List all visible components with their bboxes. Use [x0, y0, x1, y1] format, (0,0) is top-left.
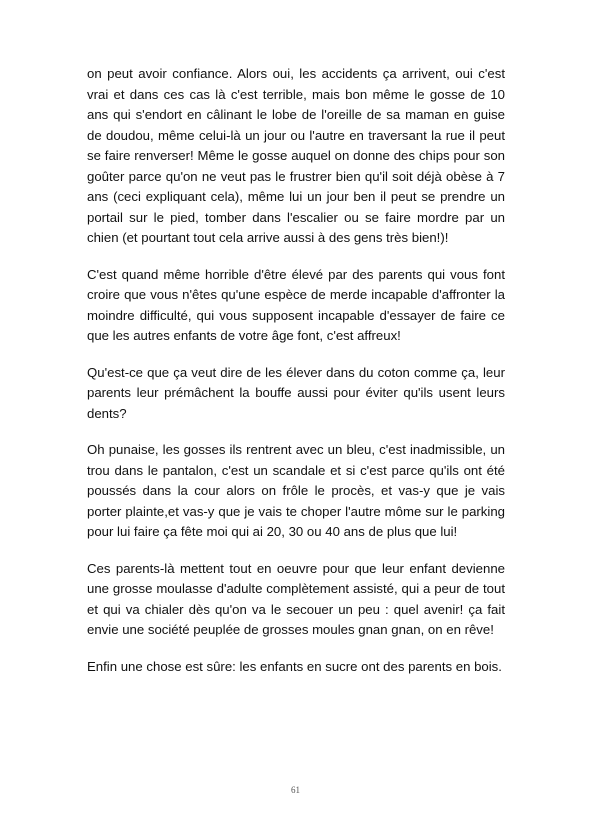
paragraph-1: on peut avoir confiance. Alors oui, les accidents ça arrivent, oui c'est vrai et dans ces cas là c'est terrible, mais bon même le gosse de 10 ans qui s'endort en câlinant le lobe de l'oreille de sa maman en guise de doudou, même celui-là un jour ou l'autre en traversant la rue il peut se faire renverser! Même le gosse auquel on donne des chips pour son goûter parce qu'on ne veut pas le frustrer bien qu'il soit déjà obèse à 7 ans (ceci expliquant cela), même lui un jour ben il peut se prendre un portail sur le pied, tomber dans l'escalier ou se faire mordre par un chien (et pourtant tout cela arrive aussi à des gens très bien!)!: [87, 66, 505, 245]
page-number: 61: [291, 785, 300, 795]
paragraph-2: C'est quand même horrible d'être élevé par des parents qui vous font croire que vous n'êtes qu'une espèce de merde incapable d'affronter la moindre difficulté, qui vous supposent incapable d'essayer de faire ce que les autres enfants de votre âge font, c'est affreux!: [87, 266, 505, 343]
paragraph-6: Enfin une chose est sûre: les enfants en sucre ont des parents en bois.: [87, 658, 502, 674]
paragraph-5: Ces parents-là mettent tout en oeuvre pour que leur enfant devienne une grosse moulasse d'adulte complètement assisté, qui a peur de tout et qui va chialer dès qu'on va le secouer un peu : quel avenir! ça fait envie une société peuplée de grosses moules gnan gnan, on en rêve!: [87, 560, 505, 637]
paragraph-4: Oh punaise, les gosses ils rentrent avec un bleu, c'est inadmissible, un trou dans le pantalon, c'est un scandale et si c'est parce qu'ils ont été poussés dans la cour alors on frôle le procès, et vas-y que je vais porter plainte,et vas-y que je vais te choper l'autre môme sur le parking pour lui faire ça fête moi qui ai 20, 30 ou 40 ans de plus que lui!: [87, 442, 505, 539]
paragraph-3: Qu'est-ce que ça veut dire de les élever dans du coton comme ça, leur parents leur prémâchent la bouffe aussi pour éviter qu'ils usent leurs dents?: [87, 364, 505, 421]
body-text: [87, 64, 505, 693]
